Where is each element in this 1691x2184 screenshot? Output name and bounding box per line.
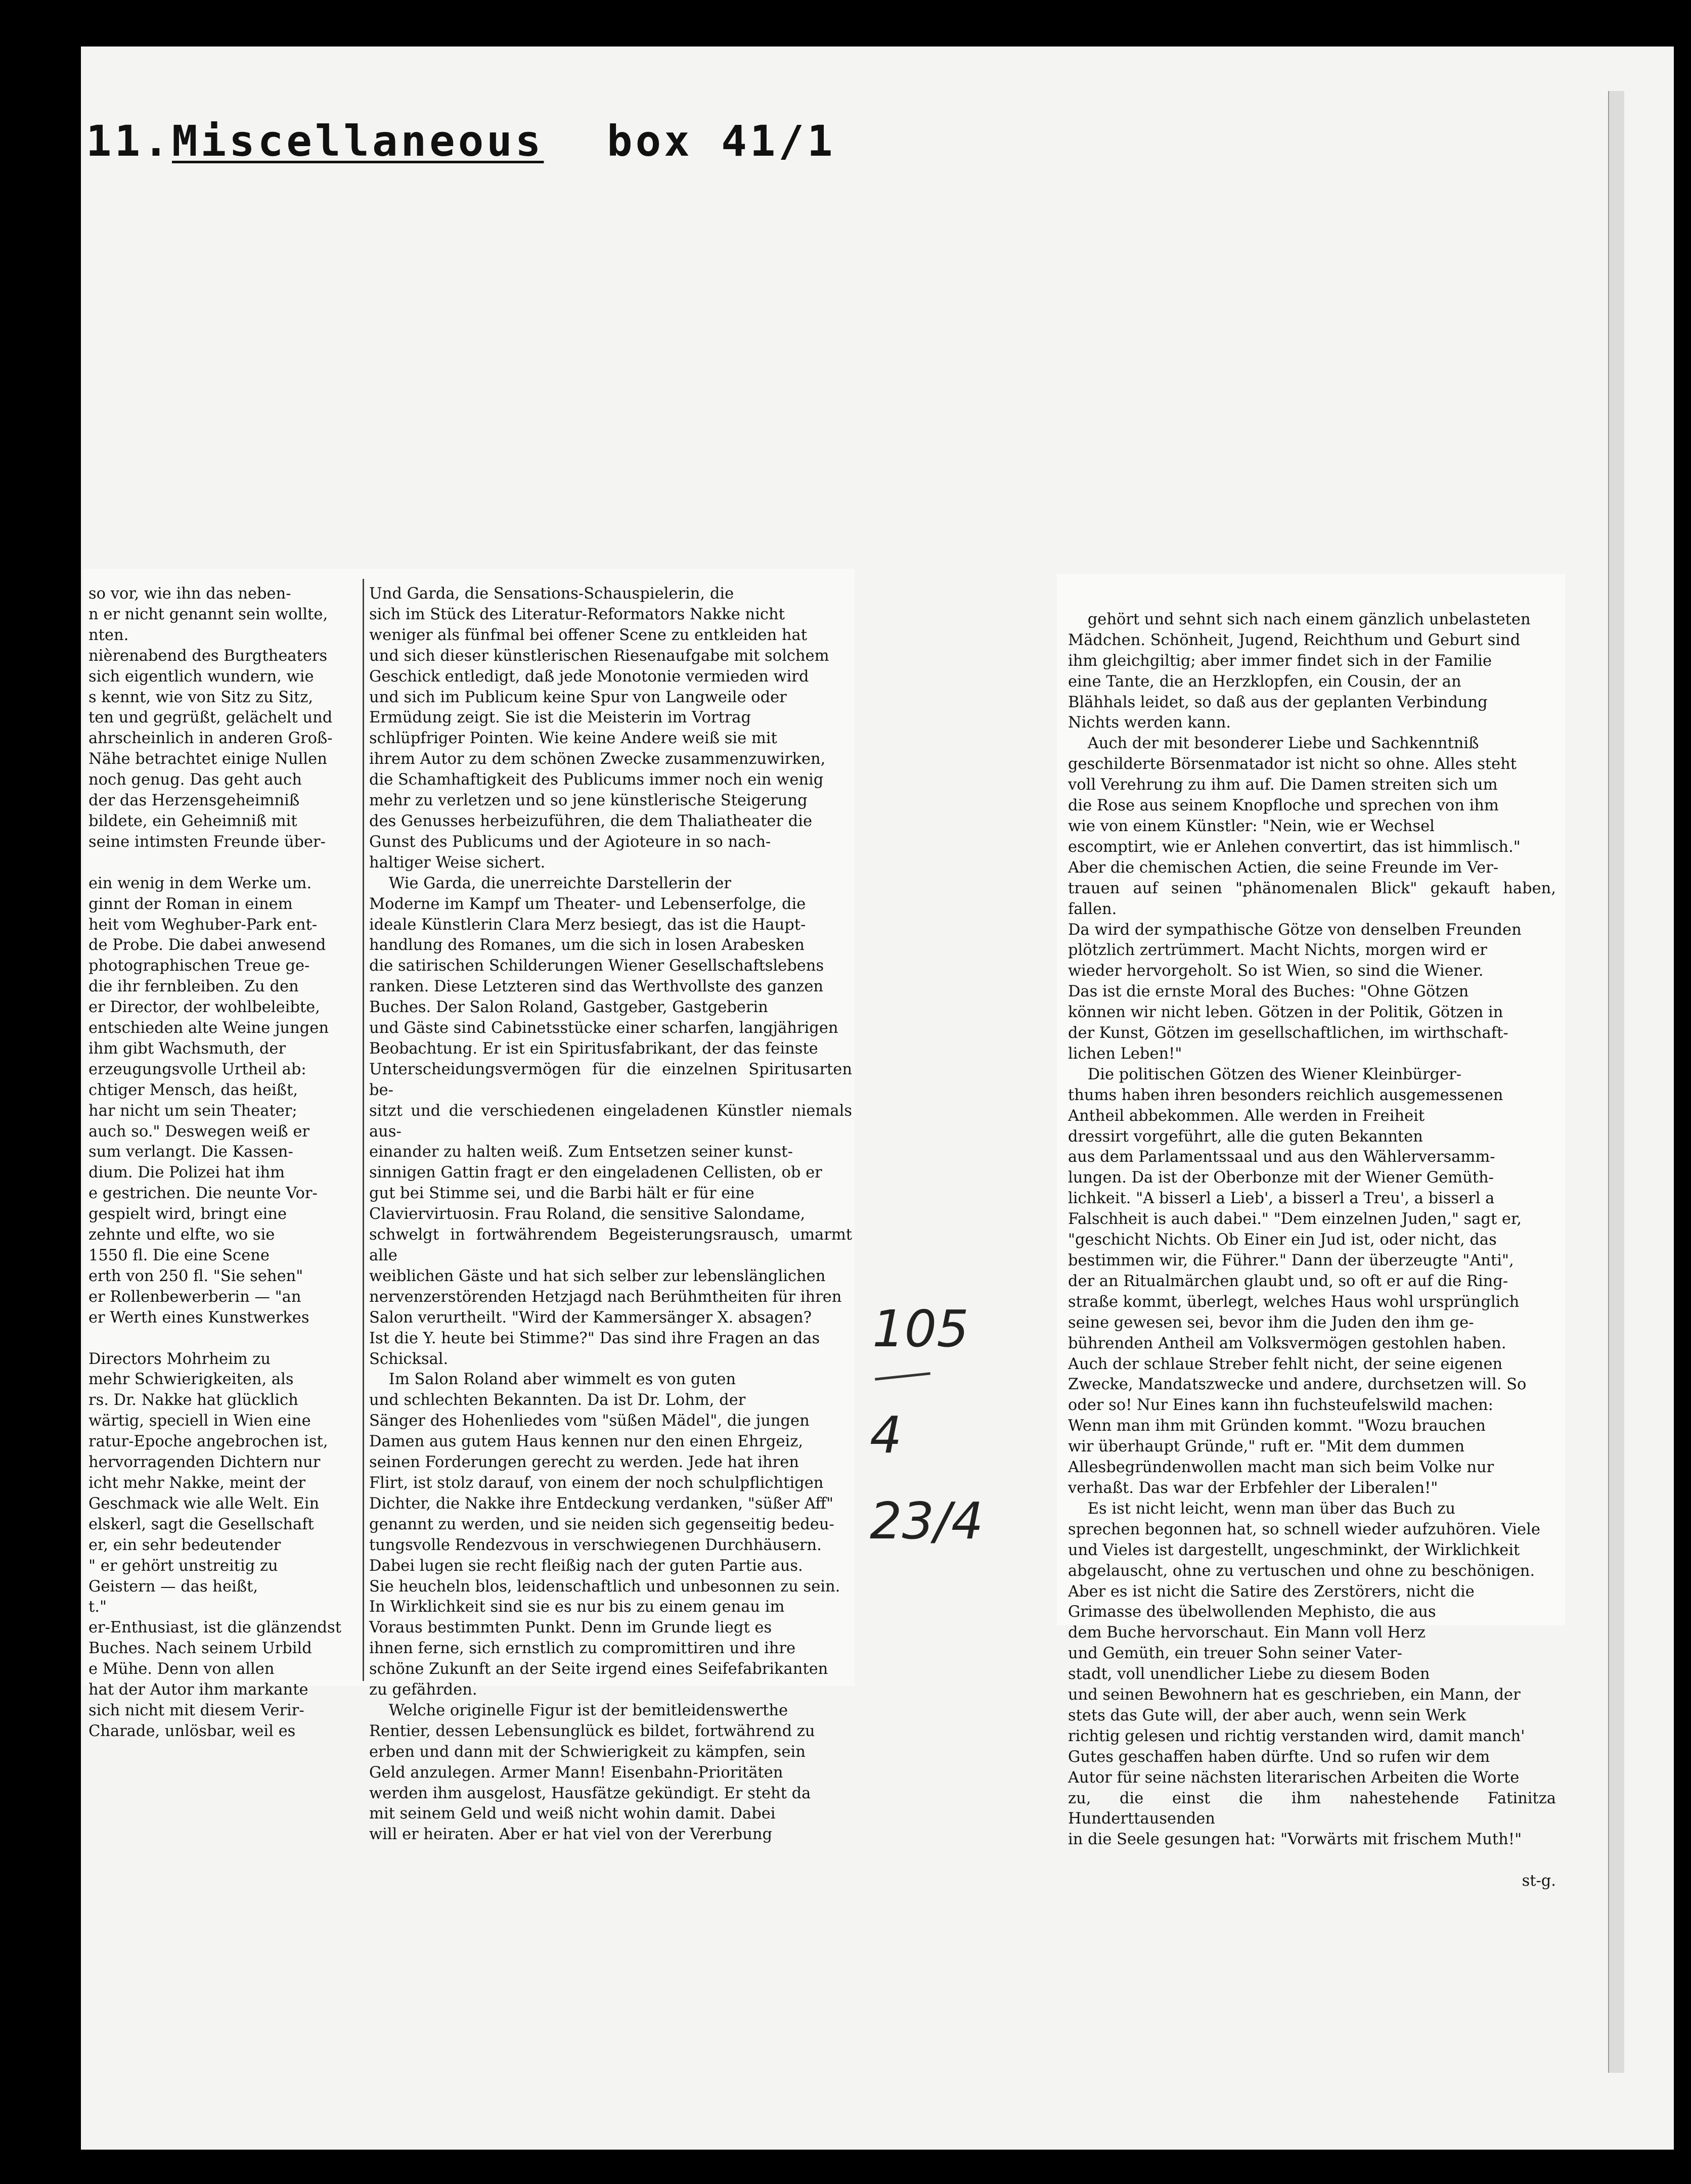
folder-header (86, 116, 836, 177)
box-label: box 41/1 (607, 116, 836, 166)
pencil-annotation-date: 23/4 (870, 1491, 984, 1551)
article-column-b: Und Garda, die Sensations-Schauspielerin, die sich im Stück des Literatur-Reformators Nakke nicht weniger als fünfmal bei offener Scene zu entkleiden hat und sich dieser künstlerischen Riesenaufgabe mit solchem Geschick entledigt, daß jede Monotonie vermieden wird und sich im Publicum keine Spur von Langweile oder Ermüdung zeigt. Sie ist die Meisterin im Vortrag schlüpfriger Pointen. Wie keine Andere weiß sie mit ihrem Autor zu dem schönen Zwecke zusammenzuwirken, die Schamhaftigkeit des Publicums immer noch ein wenig mehr zu verletzen und so jene künstlerische Steigerung des Genusses herbeizuführen, die dem Thaliatheater die Gunst des Publicums und der Agioteure in so nach- haltiger Weise sichert. Wie Garda, die unerreichte Darstellerin der Moderne im Kampf um Theater- und Lebenserfolge, die ideale Künstlerin Clara Merz besiegt, das ist die Haupt- handlung des Romanes, um die sich in losen Arabesken die satirischen Schilderungen Wiener Gesellschaftslebens ranken. Diese Letzteren sind das Werthvollste des ganzen Buches. Der Salon Roland, Gastgeber, Gastgeberin und Gäste sind Cabinetsstücke einer scharfen, langjährigen Beobachtung. Er ist ein Spiritusfabrikant, der das feinste Unterscheidungsvermögen für die einzelnen Spiritusarten be- sitzt und die verschiedenen eingeladenen Künstler niemals aus- einander zu halten weiß. Zum Entsetzen seiner kunst- sinnigen Gattin fragt er den eingeladenen Cellisten, ob er gut bei Stimme sei, und die Barbi hält er für eine Claviervirtuosin. Frau Roland, die sensitive Salondame, schwelgt in fortwährendem Begeisterungsrausch, umarmt alle weiblichen Gäste und hat sich selber zur lebenslänglichen nervenzerstörenden Hetzjagd nach Berühmtheiten für ihren Salon verurtheilt. "Wird der Kammersänger X. absagen? Ist die Y. heute bei Stimme?" Das sind ihre Fragen an das Schicksal. Im Salon Roland aber wimmelt es von guten und schlechten Bekannten. Da ist Dr. Lohm, der Sänger des Hohenliedes vom "süßen Mädel", die jungen Damen aus gutem Haus kennen nur den einen Ehrgeiz, seinen Forderungen gerecht zu werden. Jede hat ihren Flirt, ist stolz darauf, von einem der noch schulpflichtigen Dichter, die Nakke ihre Entdeckung verdanken, "süßer Aff" genannt zu werden, und sie neiden sich gegenseitig bedeu- tungsvolle Rendezvous in verschwiegenen Durchhäusern. Dabei lugen sie recht fleißig nach der guten Partie aus. Sie heucheln blos, leidenschaftlich und unbesonnen zu sein. In Wirklichkeit sind sie es nur bis zu einem genau im Voraus bestimmten Punkt. Denn im Grunde liegt es ihnen ferne, sich ernstlich zu compromittiren und ihre schöne Zukunft an der Seite irgend eines Seifefabrikanten zu gefährden. Welche originelle Figur ist der bemitleidenswerthe Rentier, dessen Lebensunglück es bildet, fortwährend zu erben und dann mit der Schwierigkeit zu kämpfen, sein Geld anzulegen. Armer Mann! Eisenbahn-Prioritäten werden ihm ausgelost, Hausfätze gekündigt. Er steht da mit seinem Geld und weiß nicht wohin damit. Dabei will er heiraten. Aber er hat viel von der Vererbung (369, 585, 852, 1844)
folder-title: Miscellaneous (172, 116, 544, 166)
pencil-annotation-digit: 4 (870, 1405, 902, 1465)
newspaper-clipping-right (1057, 574, 1565, 1890)
pencil-annotation-number: 105 (872, 1299, 969, 1358)
sheet-edge (1608, 91, 1624, 2073)
column-rule (363, 579, 364, 1681)
newspaper-clipping-left (83, 569, 855, 1844)
article-column-a: so vor, wie ihn das neben- n er nicht genannt sein wollte, nten. nièrenabend des Burgtheaters sich eigentlich wundern, wie s kennt, wie von Sitz zu Sitz, ten und gegrüßt, gelächelt und ahrscheinlich in anderen Groß- Nähe betrachtet einige Nullen noch genug. Das geht auch der das Herzensgeheimniß bildete, ein Geheimniß mit seine intimsten Freunde über- ein wenig in dem Werke um. ginnt der Roman in einem heit vom Weghuber-Park ent- de Probe. Die dabei anwesend photographischen Treue ge- die ihr fernbleiben. Zu den er Director, der wohlbeleibte, entschieden alte Weine jungen ihm gibt Wachsmuth, der erzeugungsvolle Urtheil ab: chtiger Mensch, das heißt, har nicht um sein Theater; auch so." Deswegen weiß er sum verlangt. Die Kassen- dium. Die Polizei hat ihm e gestrichen. Die neunte Vor- gespielt wird, bringt eine zehnte und elfte, wo sie 1550 fl. Die eine Scene erth von 250 fl. "Sie sehen" er Rollenbewerberin — "an er Werth eines Kunstwerkes Directors Mohrheim zu mehr Schwierigkeiten, als rs. Dr. Nakke hat glücklich wärtig, speciell in Wien eine ratur-Epoche angebrochen ist, hervorragenden Dichtern nur icht mehr Nakke, meint der Geschmack wie alle Welt. Ein elskerl, sagt die Gesellschaft er, ein sehr bedeutender " er gehört unstreitig zu Geistern — das heißt, t." er-Enthusiast, ist die glänzendst Buches. Nach seinem Urbild e Mühe. Denn von allen hat der Autor ihm markante sich nicht mit diesem Verir- Charade, unlösbar, weil es (88, 585, 341, 1740)
folder-number: 11. (86, 116, 172, 166)
article-column-c-text: gehört und sehnt sich nach einem gänzlich unbelasteten Mädchen. Schönheit, Jugend, Reichthum und Geburt sind ihm gleichgiltig; aber immer findet sich in der Familie eine Tante, die an Herzklopfen, ein Cousin, der an Blähhals leidet, so daß aus der geplanten Verbindung Nichts werden kann. Auch der mit besonderer Liebe und Sachkenntniß geschilderte Börsenmatador ist nicht so ohne. Alles steht voll Verehrung zu ihm auf. Die Damen streiten sich um die Rose aus seinem Knopfloche und sprechen von ihm wie von einem Künstler: "Nein, wie er Wechsel escomptirt, wie er Anlehen convertirt, das ist himmlisch." Aber die chemischen Actien, die seine Freunde im Ver- trauen auf seinen "phänomenalen Blick" gekauft haben, fallen. Da wird der sympathische Götze von denselben Freunden plötzlich zertrümmert. Macht Nichts, morgen wird er wieder hervorgeholt. So ist Wien, so sind die Wiener. Das ist die ernste Moral des Buches: "Ohne Götzen können wir nicht leben. Götzen in der Politik, Götzen in der Kunst, Götzen im gesellschaftlichen, im wirthschaft- lichen Leben!" Die politischen Götzen des Wiener Kleinbürger- thums haben ihren besonders reichlich ausgemessenen Antheil abbekommen. Alle werden in Freiheit dressirt vorgeführt, alle die guten Bekannten aus dem Parlamentssaal und aus den Wählerversamm- lungen. Da ist der Oberbonze mit der Wiener Gemüth- lichkeit. "A bisserl a Lieb', a bisserl a Treu', a bisserl a Falschheit is auch dabei." "Dem einzelnen Juden," sagt er, "geschicht Nichts. Ob Einer ein Jud ist, oder nicht, das bestimmen wir, die Führer." Dann der überzeugte "Anti", der an Ritualmärchen glaubt und, so oft er auf die Ring- straße kommt, überlegt, welches Haus wohl ursprünglich seine gewesen sei, bevor ihm die Juden den ihm ge- bührenden Antheil am Volksvermögen gestohlen haben. Auch der schlaue Streber fehlt nicht, der seine eigenen Zwecke, Mandatszwecke und andere, durchsetzen will. So oder so! Nur Eines kann ihn fuchsteufelswild machen: Wenn man ihm mit Gründen kommt. "Wozu brauchen wir überhaupt Gründe," ruft er. "Mit dem dummen Allesbegründenwollen macht man sich beim Volke nur verhaßt. Das war der Erbfehler der Liberalen!" Es ist nicht leicht, wenn man über das Buch zu sprechen begonnen hat, so schnell wieder aufzuhören. Viele und Vieles ist dargestellt, ungeschminkt, der Wirklichkeit abgelauscht, ohne zu vertuschen und ohne zu beschönigen. Aber es ist nicht die Satire des Zerstörers, nicht die Grimasse des übelwollenden Mephisto, die aus dem Buche hervorschaut. Ein Mann voll Herz und Gemüth, ein treuer Sohn seiner Vater- stadt, voll unendlicher Liebe zu diesem Boden und seinen Bewohnern hat es geschrieben, ein Mann, der stets das Gute will, der aber auch, wenn sein Werk richtig gelesen und richtig verstanden wird, damit manch' Gutes geschaffen haben dürfte. Und so rufen wir dem Autor für seine nächsten literarischen Arbeiten die Worte zu, die einst die ihm nahestehende Fatinitza Hunderttausenden in die Seele gesungen hat: "Vorwärts mit frischem Muth!" (1068, 610, 1556, 1849)
article-column-c (1068, 589, 1556, 1933)
author-signoff: st-g. (1522, 1872, 1556, 1890)
